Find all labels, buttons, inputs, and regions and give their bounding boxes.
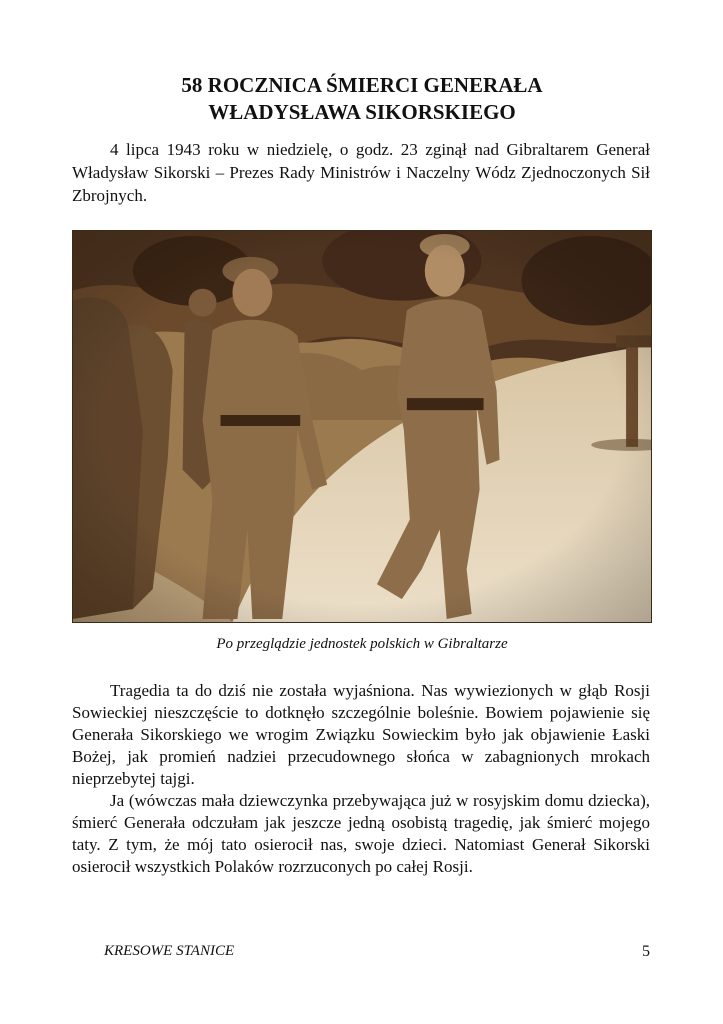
title-line-2: WŁADYSŁAWA SIKORSKIEGO bbox=[208, 100, 516, 124]
article-title bbox=[72, 72, 652, 126]
body-paragraph-2: Ja (wówczas mała dziewczynka przebywająca już w rosyjskim domu dziecka), śmierć Generała odczułam jak jeszcze jedną osobistą tragedię, jak śmierć mojego taty. Z tym, że mój tato osierocił nas, swoje dzieci. Natomiast Generał Sikorski osierocił wszystkich Polaków rozrzuconych po całej Rosji. bbox=[72, 791, 650, 876]
title-line-1: 58 ROCZNICA ŚMIERCI GENERAŁA bbox=[181, 73, 543, 97]
page-number: 5 bbox=[642, 943, 650, 960]
historical-photo bbox=[72, 230, 652, 623]
lead-paragraph: 4 lipca 1943 roku w niedzielę, o godz. 23 zginął nad Gibraltarem Generał Władysław Sikorski – Prezes Rady Ministrów i Naczelny Wódz Zjednoczonych Sił Zbrojnych. bbox=[72, 140, 650, 205]
photo-illustration bbox=[73, 231, 651, 622]
article-body bbox=[72, 680, 650, 878]
footer-publication: KRESOWE STANICE bbox=[104, 943, 235, 959]
body-paragraph-1: Tragedia ta do dziś nie została wyjaśniona. Nas wywiezionych w głąb Rosji Sowieckiej nieszczęście to dotknęło szczególnie boleśnie. Bowiem pojawienie się Generała Sikorskiego we wrogim Związku Sowieckim było jak objawienie Łaski Bożej, jak promień nadziei przecudownego słońca w zabagnionych mrokach nieprzebytej tajgi. bbox=[72, 681, 650, 788]
photo-caption: Po przeglądzie jednostek polskich w Gibraltarze bbox=[216, 636, 508, 652]
